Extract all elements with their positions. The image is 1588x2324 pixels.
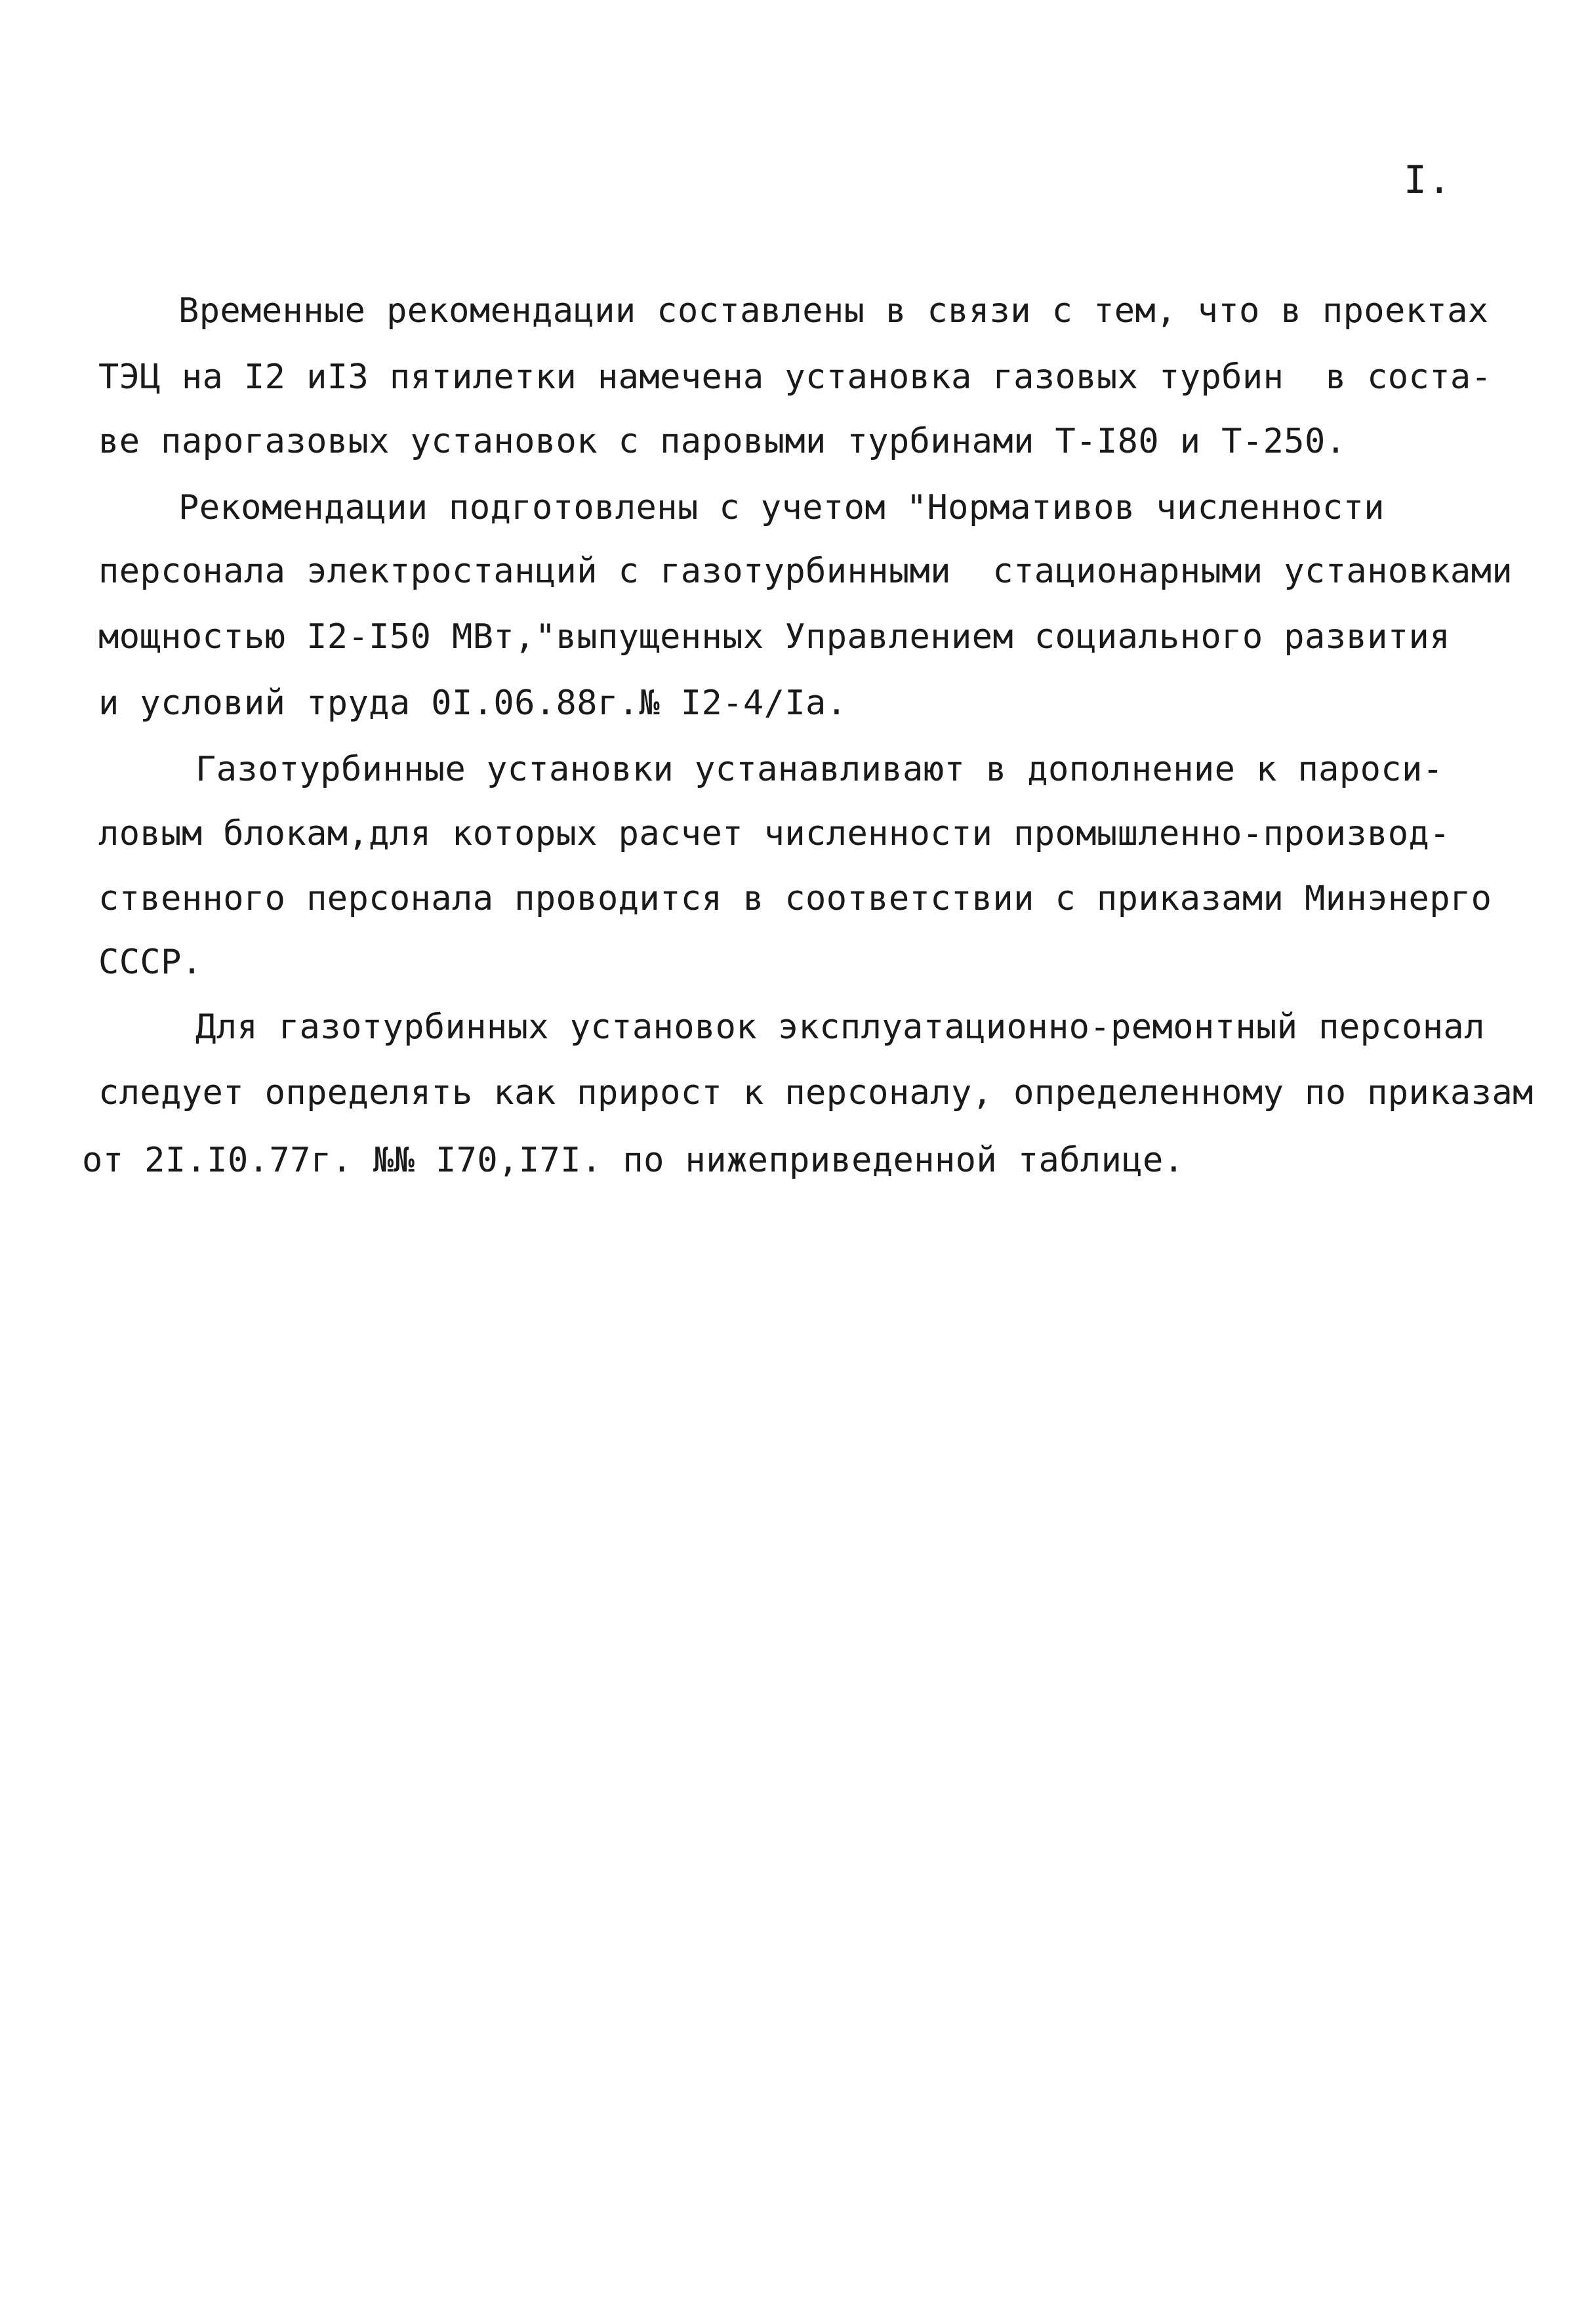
paragraph-1-line-2: ТЭЦ на I2 иI3 пятилетки намечена установка газовых турбин в соста- xyxy=(98,357,1492,397)
paragraph-1-line-1: Временные рекомендации составлены в связи с тем, что в проектах xyxy=(178,291,1489,331)
paragraph-3-line-4: СССР. xyxy=(98,943,203,982)
paragraph-3-line-1: Газотурбинные установки устанавливают в дополнение к пароси- xyxy=(195,750,1444,789)
paragraph-3-line-3: ственного персонала проводится в соответствии с приказами Минэнерго xyxy=(98,879,1492,918)
paragraph-1-line-3: ве парогазовых установок с паровыми турбинами Т-I80 и Т-250. xyxy=(98,422,1347,461)
paragraph-4-line-1: Для газотурбинных установок эксплуатационно-ремонтный персонал xyxy=(195,1008,1485,1047)
paragraph-4-line-2: следует определять как прирост к персоналу, определенному по приказам xyxy=(98,1073,1534,1112)
paragraph-2-line-4: и условий труда 0I.06.88г.№ I2-4/Iа. xyxy=(98,683,847,723)
page-number: I. xyxy=(1404,157,1452,202)
paragraph-3-line-2: ловым блокам,для которых расчет численности промышленно-производ- xyxy=(98,814,1450,853)
paragraph-2-line-1: Рекомендации подготовлены с учетом "Нормативов численности xyxy=(178,488,1385,527)
paragraph-2-line-3: мощностью I2-I50 МВт,"выпущенных Управлением социального развития xyxy=(98,617,1450,657)
paragraph-4-line-3: от 2I.I0.77г. №№ I70,I7I. по нижеприведенной таблице. xyxy=(82,1141,1185,1180)
paragraph-2-line-2: персонала электростанций с газотурбинными стационарными установками xyxy=(98,552,1513,591)
